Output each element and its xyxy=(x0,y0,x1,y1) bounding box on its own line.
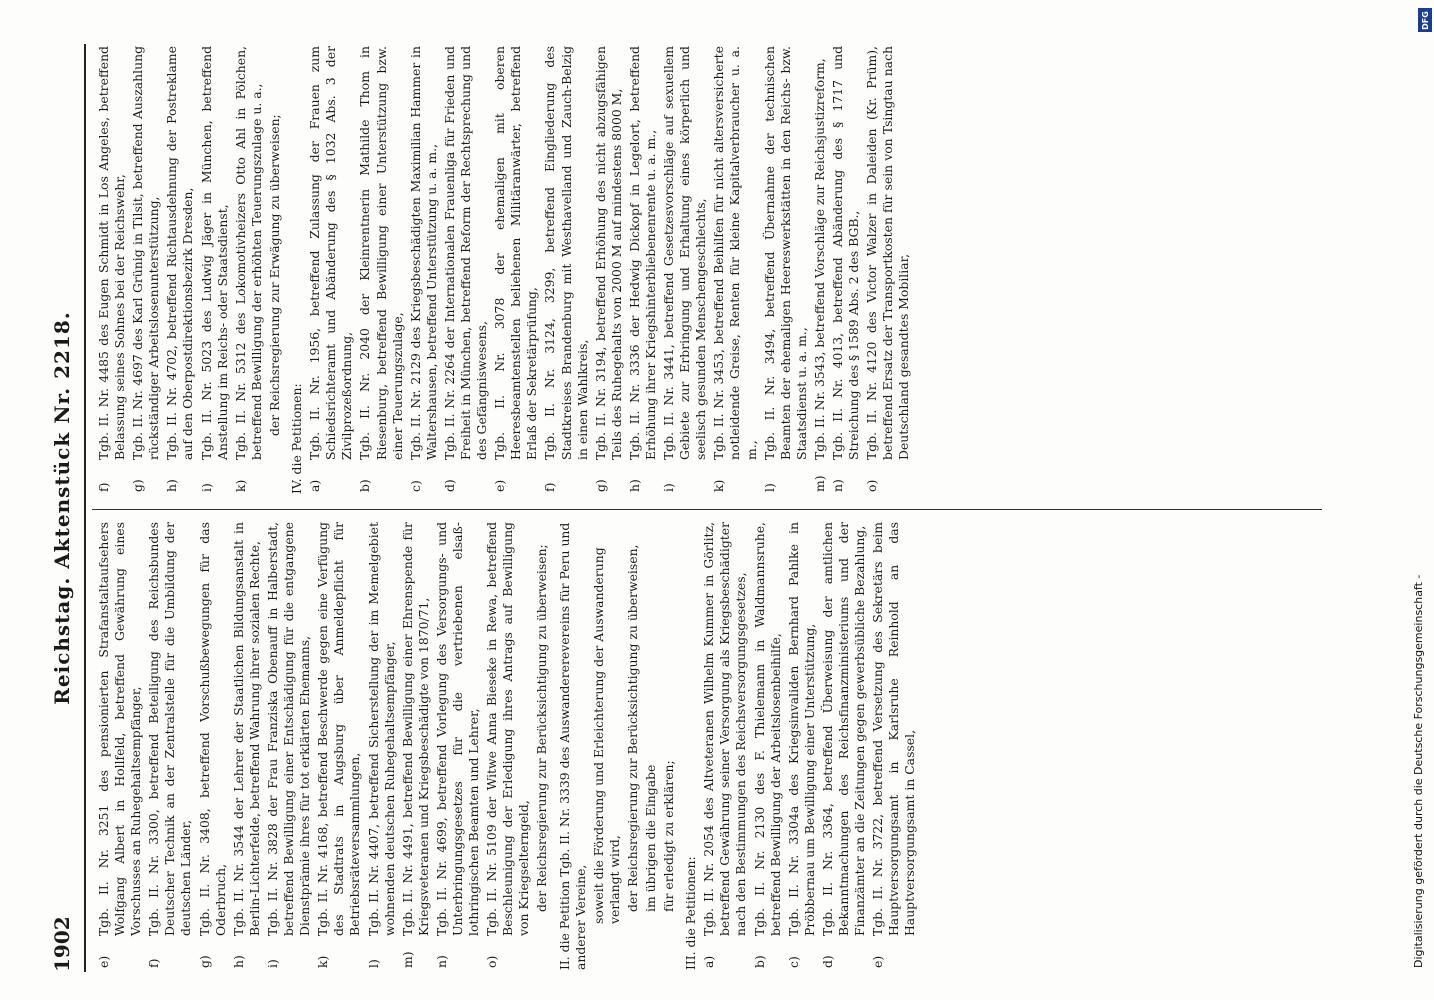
entry-text: Tgb. II. Nr. 2130 des F. Thielemann in Waldmannsruhe, betreffend Bewilligung der Arbeitslosenbeihilfe, xyxy=(751,522,783,936)
petition-entry xyxy=(484,522,532,970)
entry-label: b) xyxy=(751,955,767,968)
right-column xyxy=(96,46,915,494)
petition-entry xyxy=(400,522,432,970)
entry-label: i) xyxy=(198,483,214,492)
petition-entry xyxy=(701,522,749,970)
entry-text: Tgb. II. Nr. 4407, betreffend Sicherstellung der im Memelgebiet wohnenden deutschen Ruhegehaltsempfänger, xyxy=(365,522,397,936)
entry-text: Tgb. II. Nr. 2054 des Altveteranen Wilhelm Kummer in Görlitz, betreffend Gewährung seiner Versorgung als Kriegsbeschädigter nach den Bestimmungen des Reichsversorgungsgesetzes, xyxy=(701,522,749,936)
entry-text: Tgb. II. Nr. 3194, betreffend Erhöhung des nicht abzugsfähigen Teils des Ruhegehalts von 2000 M auf mindestens 8000 M, xyxy=(592,46,624,460)
referral-line: der Reichsregierung zur Erwägung zu überweisen; xyxy=(266,114,282,436)
petition-entry xyxy=(593,46,625,494)
entry-text: Tgb. II. Nr. 3544 der Lehrer der Staatlichen Bildungsanstalt in Berlin-Lichterfelde, betreffend Wahrung ihrer sozialen Rechte, xyxy=(230,522,262,936)
entry-label: f) xyxy=(146,958,162,968)
entry-label: k) xyxy=(315,955,331,968)
entry-text: Tgb. II. Nr. 4491, betreffend Bewilligung einer Ehrenspende für Kriegsveteranen und Kriegsbeschädigte von 1870/71, xyxy=(399,522,431,936)
page-header xyxy=(48,44,78,972)
petition-entry xyxy=(366,522,398,970)
entry-label: h) xyxy=(164,479,180,492)
entry-text: Tgb. II. Nr. 3494, betreffend Übernahme der technischen Beamten der ehemaligen Heereswerkstätten in den Reichs- bzw. Staatsdienst u. a. m., xyxy=(761,46,809,460)
entry-text: Tgb. II. Nr. 4485 des Eugen Schmidt in Los Angeles, betreffend Belassung seines Sohnes bei der Reichswehr, xyxy=(96,46,128,460)
entry-label: n) xyxy=(830,479,846,492)
section-text: der Reichsregierung zur Berücksichtigung zu überweisen, xyxy=(624,544,640,912)
entry-text: Tgb. II. Nr. 4699, betreffend Vorlegung des Versorgungs- und Unterbringungsgesetzes für die vertriebenen elsaß-lothringischen Beamten und Lehrer, xyxy=(433,522,482,936)
entry-label: f) xyxy=(542,482,558,492)
entry-text: Tgb. II. Nr. 3124, 3299, betreffend Eingliederung des Stadtkreises Brandenburg mit Westhavelland und Zauch-Belzig in einen Wahlkreis, xyxy=(542,46,590,460)
petition-entry xyxy=(96,522,144,970)
petition-entry xyxy=(265,522,313,970)
entry-label: i) xyxy=(661,483,677,492)
petition-entry xyxy=(820,522,868,970)
petition-entry xyxy=(315,522,363,970)
entry-label: g) xyxy=(130,479,146,492)
section-text: soweit die Förderung und Erleichterung der Auswanderung verlangt wird, xyxy=(590,547,622,924)
entry-text: Tgb. II. Nr. 3453, betreffend Beihilfen für nicht altersversicherte notleidende Greise, Renten für kleine Kapitalverbraucher u. a. m., xyxy=(711,46,759,460)
petition-entry xyxy=(231,522,263,970)
entry-text: Tgb. II. Nr. 5023 des Ludwig Jäger in München, betreffend Anstellung im Reichs- oder Staatsdienst, xyxy=(198,46,230,460)
entry-label: a) xyxy=(307,479,323,492)
entry-text: Tgb. II. Nr. 3441, betreffend Gesetzesvorschläge auf sexuellem Gebiete zur Erbringung und Erhaltung eines körperlich und seelisch gesunden Menschengeschlechts, xyxy=(661,46,709,460)
page-title: Reichstag. Aktenstück Nr. 2218. xyxy=(50,311,74,705)
section-text: für erledigt zu erklären; xyxy=(661,760,677,912)
entry-label: e) xyxy=(870,955,886,968)
entry-text: Tgb. II. Nr. 3251 des pensionierten Strafanstaltaufsehers Wolfgang Albert in Hollfeld, betreffend Gewährung eines Vorschusses an Ruhegehaltsempfänger, xyxy=(96,522,144,936)
entry-text: Tgb. II. Nr. 2040 der Kleinrentnerin Mathilde Thom in Riesenburg, betreffend Bewilligung einer Unterstützung bzw. einer Teuerungszulage, xyxy=(357,46,405,460)
digitization-note: Digitalisierung gefördert durch die Deutsche Forschungsgemeinschaft - xyxy=(1412,574,1425,968)
entry-text: Tgb. II. Nr. 3828 der Frau Franziska Obenauff in Halberstadt, betreffend Bewilligung einer Entschädigung für die entgangene Dienstprämie ihres für tot erklärten Ehemanns, xyxy=(264,522,313,936)
dfg-logo-icon xyxy=(1418,8,1432,32)
dfg-logo-text: DFG xyxy=(1420,10,1430,30)
petition-entry xyxy=(627,46,659,494)
entry-label: a) xyxy=(701,955,717,968)
section-text: im übrigen die Eingabe xyxy=(643,764,658,912)
entry-label: m) xyxy=(811,475,827,492)
petition-entry xyxy=(786,522,818,970)
entry-text: Tgb. II. Nr. 1956, betreffend Zulassung der Frauen zum Schiedsrichteramt und Abänderung des § 1032 Abs. 3 der Zivilprozeßordnung, xyxy=(307,46,355,460)
entry-text: Tgb. II. Nr. 3722, betreffend Versetzung des Sekretärs beim Hauptversorgungsamt in Karlsruhe Reinhold an das Hauptversorgungsamt in Cassel, xyxy=(870,522,918,936)
entry-label: h) xyxy=(230,955,246,968)
entry-text: Tgb. II. Nr. 3543, betreffend Vorschläge zur Reichsjustizreform, xyxy=(811,58,827,460)
entry-label: k) xyxy=(232,479,248,492)
entry-label: c) xyxy=(785,956,801,968)
petition-entry xyxy=(434,522,482,970)
entry-label: n) xyxy=(433,955,449,968)
entry-label: c) xyxy=(407,480,423,492)
petition-entry xyxy=(199,46,231,494)
petition-entry xyxy=(711,46,759,494)
left-column xyxy=(96,522,921,970)
entry-label: g) xyxy=(592,479,608,492)
petition-entry xyxy=(96,46,128,494)
entry-label: f) xyxy=(96,482,111,492)
petition-entry xyxy=(233,46,265,494)
entry-label: o) xyxy=(864,479,880,492)
petition-entry xyxy=(492,46,540,494)
entry-label: d) xyxy=(441,479,457,492)
entry-text: Tgb. II. Nr. 3078 der ehemaligen mit oberen Heeresbeamtenstellen beliehenen Militäranwärter, betreffend Erlaß der Sekretärprüfung, xyxy=(492,46,540,460)
petition-entry xyxy=(197,522,229,970)
entry-label: g) xyxy=(196,955,212,968)
entry-text: Tgb. II. Nr. 2264 der Internationalen Frauenliga für Frieden und Freiheit in München, betreffend Reform der Rechtsprechung und des Gefängniswesens, xyxy=(441,46,490,460)
entry-label: e) xyxy=(96,955,111,968)
petition-entry xyxy=(661,46,709,494)
rotated-document-page xyxy=(48,44,1328,972)
entry-text: Tgb. II. Nr. 3364, betreffend Überweisung der amtlichen Bekanntmachungen des Reichsfinanzministeriums und der Finanzämter an die Zeitungen gegen gewerbsübliche Bezahlung, xyxy=(819,522,868,936)
entry-text: Tgb. II. Nr. 4168, betreffend Beschwerde gegen eine Verfügung des Stadtrats in Augsburg über Anmeldepflicht für Betriebsräteversammlungen, xyxy=(315,522,363,936)
entry-text: Tgb. II. Nr. 3336 der Hedwig Dickopf in Legelort, betreffend Erhöhung ihrer Kriegshinterbliebenenrente u. a. m., xyxy=(626,46,658,460)
entry-label: e) xyxy=(492,479,508,492)
header-rule xyxy=(84,44,86,972)
entry-text: Tgb. II. Nr. 5109 der Witwe Anna Bieseke in Rewa, betreffend Beschleunigung der Erledigung ihres Antrags auf Bewilligung von Kriegselterngeld, xyxy=(484,522,532,936)
entry-text: Tgb. II. Nr. 2129 des Kriegsbeschädigten Maximilian Hammer in Waltershausen, betreffend Unterstützung u. a. m., xyxy=(407,46,439,460)
entry-text: Tgb. II. Nr. 5312 des Lokomotivheizers Otto Ahl in Pölchen, betreffend Bewilligung der erhöhten Teuerungszulage u. a., xyxy=(232,46,264,460)
entry-label: i) xyxy=(264,959,280,968)
entry-label: b) xyxy=(357,479,373,492)
entry-text: Tgb. II. Nr. 4013, betreffend Abänderung des § 1717 und Streichung des § 1589 Abs. 2 des BGB., xyxy=(830,46,862,460)
section-heading: IV. die Petitionen: xyxy=(289,383,305,494)
entry-text: Tgb. II. Nr. 4697 des Karl Grünig in Tilsit, betreffend Auszahlung rückständiger Arbeitslosenunterstützung, xyxy=(130,46,162,460)
petition-entry xyxy=(442,46,490,494)
entry-text: Tgb. II. Nr. 4702, betreffend Richtausdehnung der Postreklame auf den Oberpostdirektionsbezirk Dresden, xyxy=(164,46,196,460)
referral-line: der Reichsregierung zur Berücksichtigung zu überweisen; xyxy=(534,544,550,912)
petition-entry xyxy=(357,46,405,494)
entry-label: k) xyxy=(711,479,727,492)
entry-label: l) xyxy=(365,959,381,968)
entry-text: Tgb. II. Nr. 3304a des Kriegsinvaliden Bernhard Pahlke in Pröbbernau um Bewilligung einer Unterstützung, xyxy=(785,522,817,936)
petition-entry xyxy=(864,46,912,494)
petition-entry xyxy=(830,46,862,494)
petition-entry xyxy=(408,46,440,494)
petition-entry xyxy=(870,522,918,970)
entry-label: m) xyxy=(399,951,415,968)
petition-entry xyxy=(752,522,784,970)
section-heading: II. die Petition Tgb. II. Nr. 3339 des Auswandererevereins für Peru und anderer Vereine, xyxy=(556,522,588,970)
petition-entry xyxy=(812,46,828,494)
petition-entry xyxy=(130,46,162,494)
petition-entry xyxy=(146,522,194,970)
column-divider xyxy=(92,509,1322,510)
entry-text: Tgb. II. Nr. 3300, betreffend Beteiligung des Reichsbundes Deutscher Technik an der Zentralstelle für die Umbildung der deutschen Länder, xyxy=(146,522,194,936)
petition-entry xyxy=(164,46,196,494)
entry-text: Tgb. II. Nr. 3408, betreffend Vorschußbewegungen für das Oderbruch, xyxy=(196,522,228,936)
entry-label: d) xyxy=(819,955,835,968)
entry-label: h) xyxy=(626,479,642,492)
petition-entry xyxy=(762,46,810,494)
section-heading: III. die Petitionen: xyxy=(683,856,699,970)
petition-entry xyxy=(542,46,590,494)
entry-label: l) xyxy=(761,483,777,492)
page-number: 1902 xyxy=(50,916,74,972)
entry-text: Tgb. II. Nr. 4120 des Victor Walzer in Daleiden (Kr. Prüm), betreffend Ersatz der Transportkosten für sein von Tsingtau nach Deutschland gesandtes Mobiliar, xyxy=(864,46,912,460)
petition-entry xyxy=(307,46,355,494)
entry-label: o) xyxy=(484,955,500,968)
